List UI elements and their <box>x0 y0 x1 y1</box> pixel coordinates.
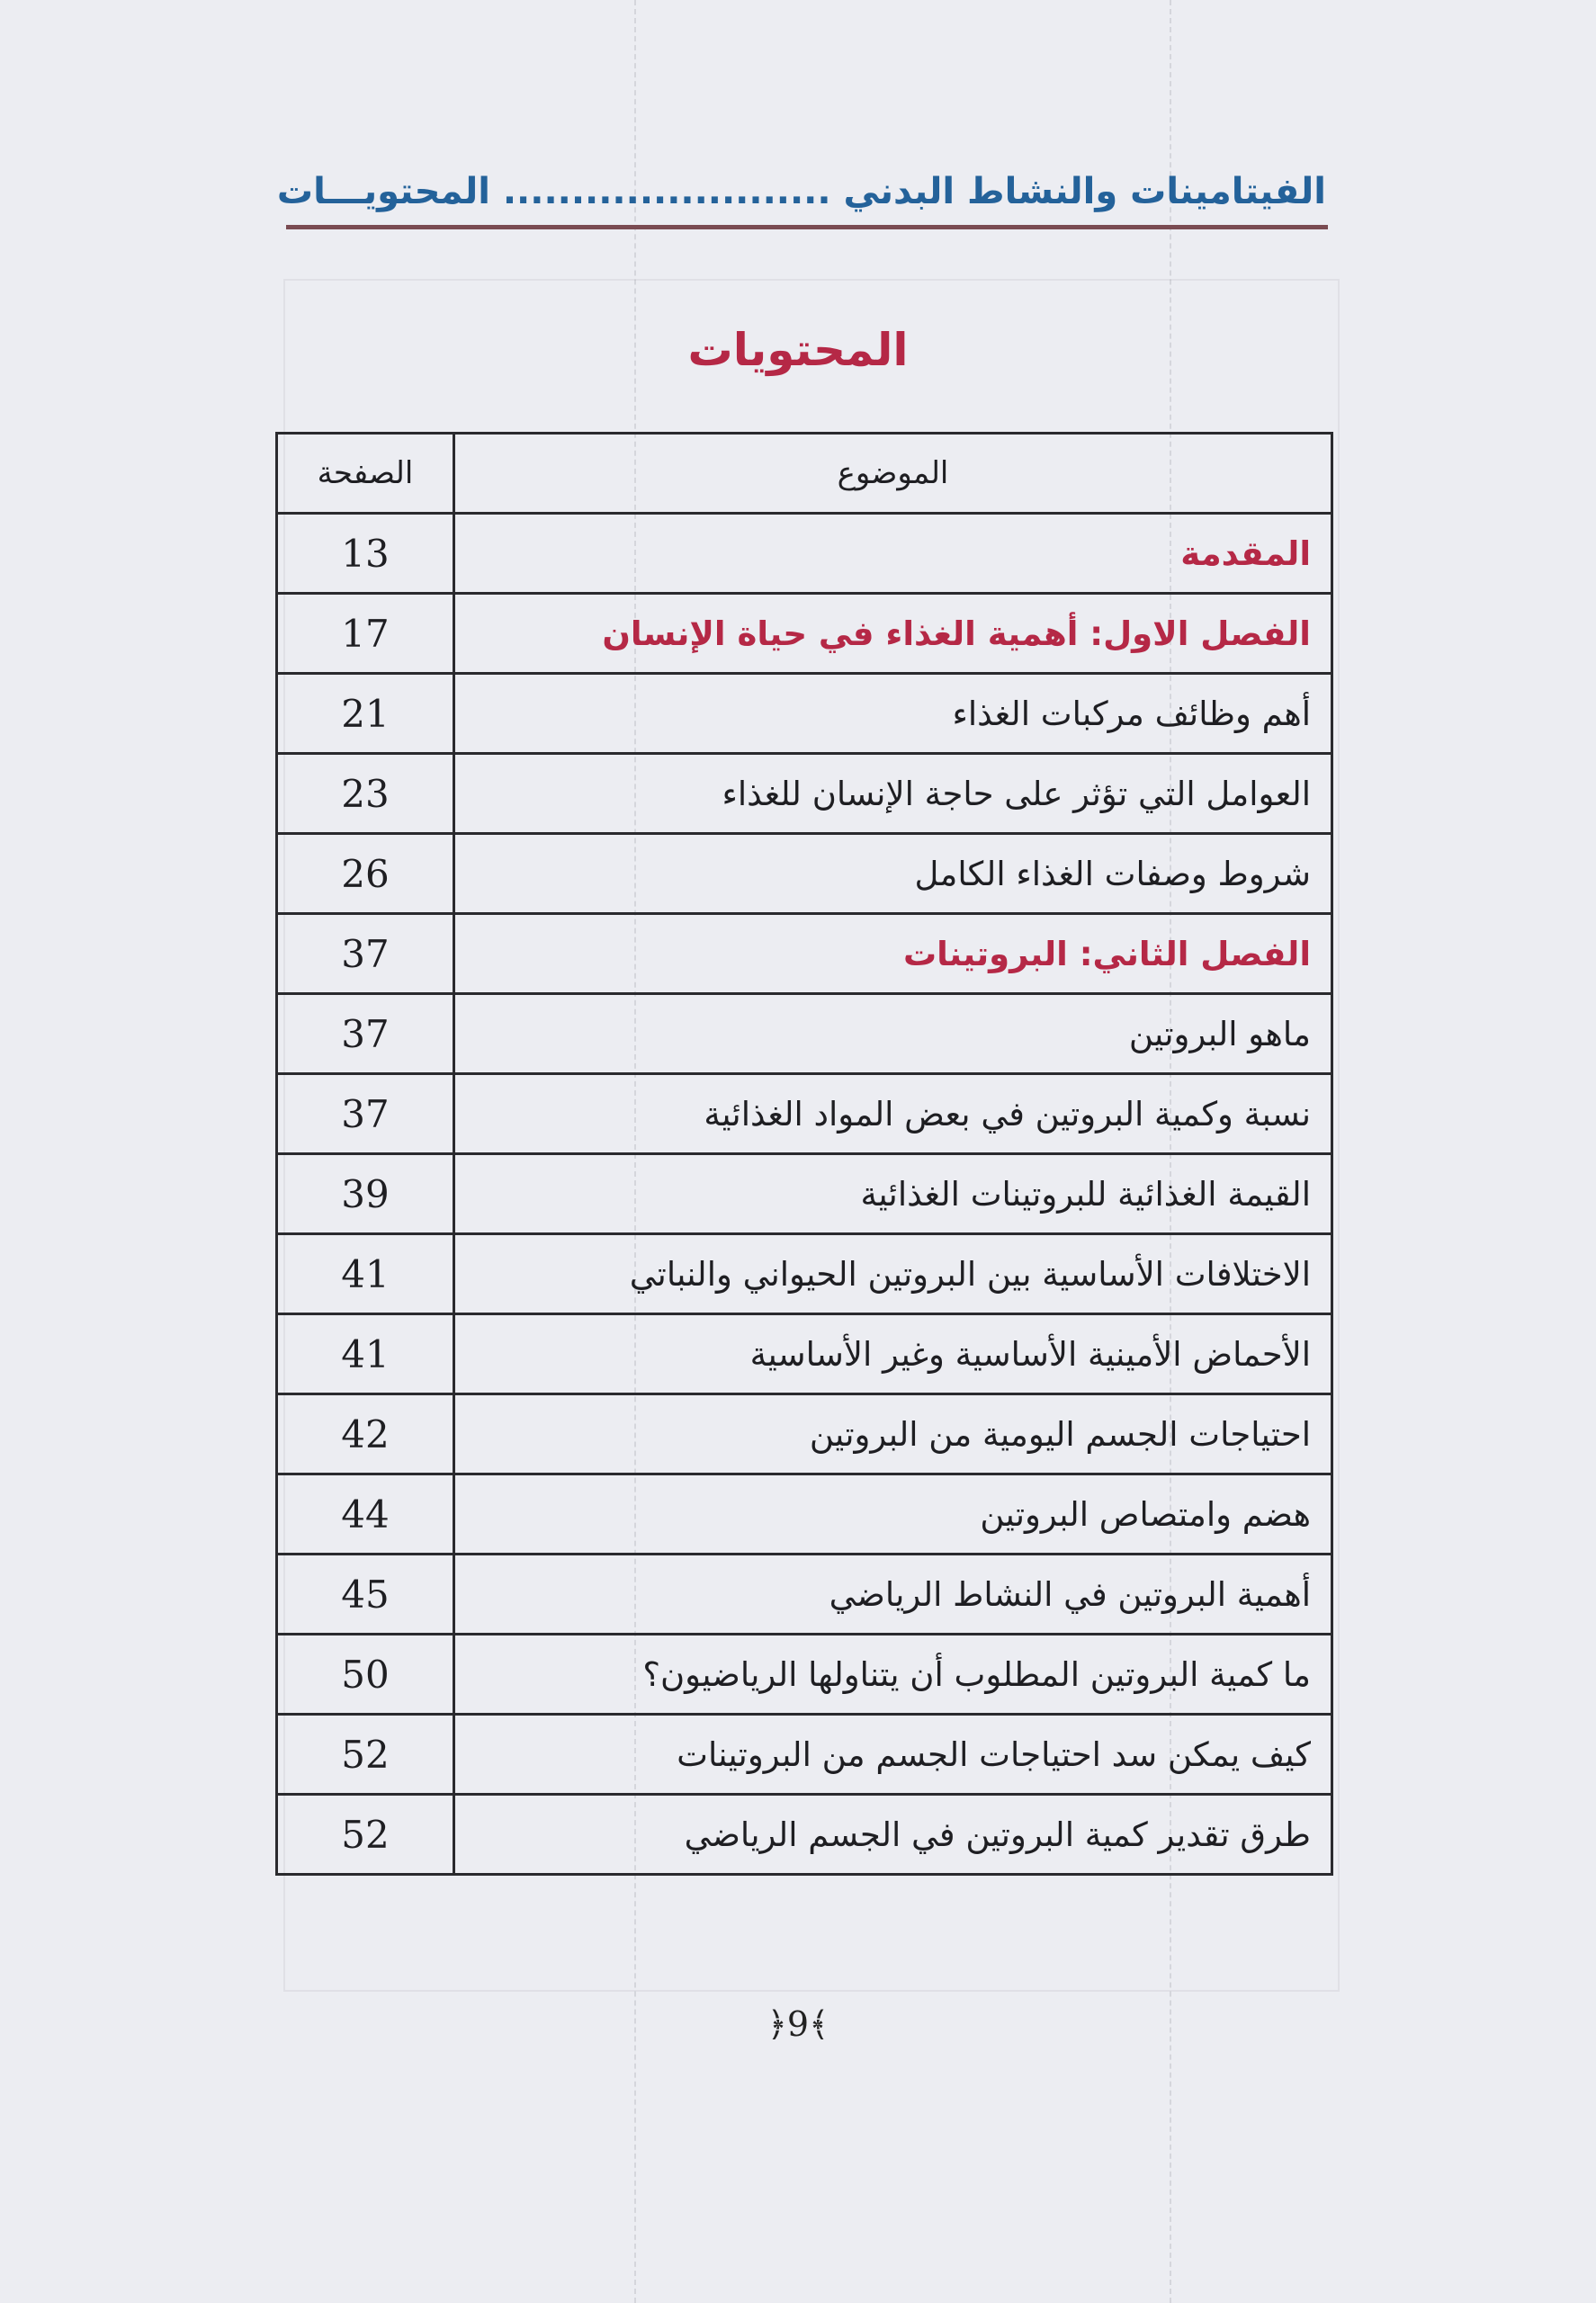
page-ref: 52 <box>277 1715 454 1795</box>
topic-entry: أهم وظائف مركبات الغذاء <box>454 674 1332 754</box>
topic-entry: الاختلافات الأساسية بين البروتين الحيواني والنباتي <box>454 1234 1332 1314</box>
table-row[interactable] <box>277 994 1332 1074</box>
page-ref: 37 <box>277 1074 454 1154</box>
page-ref: 13 <box>277 514 454 594</box>
chapter-heading: المقدمة <box>454 514 1332 594</box>
page-ref: 21 <box>277 674 454 754</box>
table-row[interactable] <box>277 834 1332 914</box>
column-header-topic: الموضوع <box>454 434 1332 514</box>
chapter-heading: الفصل الاول: أهمية الغذاء في حياة الإنسان <box>454 594 1332 674</box>
contents-table-body <box>277 514 1332 1875</box>
topic-entry: كيف يمكن سد احتياجات الجسم من البروتينات <box>454 1715 1332 1795</box>
page-ref: 23 <box>277 754 454 834</box>
page-ref: 50 <box>277 1635 454 1715</box>
topic-entry: الأحماض الأمينية الأساسية وغير الأساسية <box>454 1314 1332 1394</box>
page-number: ﴿9﴾ <box>767 2004 829 2044</box>
page-ref: 37 <box>277 994 454 1074</box>
page-ref: 26 <box>277 834 454 914</box>
page-ref: 52 <box>277 1795 454 1875</box>
page-title: المحتويات <box>687 324 909 376</box>
topic-entry: هضم وامتصاص البروتين <box>454 1474 1332 1555</box>
topic-entry: احتياجات الجسم اليومية من البروتين <box>454 1394 1332 1474</box>
page-ref: 37 <box>277 914 454 994</box>
contents-table <box>275 432 1333 1876</box>
table-row[interactable] <box>277 1474 1332 1555</box>
table-row[interactable] <box>277 1715 1332 1795</box>
table-row[interactable] <box>277 914 1332 994</box>
page-ref: 44 <box>277 1474 454 1555</box>
table-row[interactable] <box>277 514 1332 594</box>
topic-entry: ماهو البروتين <box>454 994 1332 1074</box>
table-row[interactable] <box>277 1635 1332 1715</box>
page-ref: 39 <box>277 1154 454 1234</box>
topic-entry: ما كمية البروتين المطلوب أن يتناولها الرياضيون؟ <box>454 1635 1332 1715</box>
topic-entry: طرق تقدير كمية البروتين في الجسم الرياضي <box>454 1795 1332 1875</box>
table-row[interactable] <box>277 1394 1332 1474</box>
table-row[interactable] <box>277 1154 1332 1234</box>
table-row[interactable] <box>277 594 1332 674</box>
header-rule <box>286 225 1328 229</box>
topic-entry: القيمة الغذائية للبروتينات الغذائية <box>454 1154 1332 1234</box>
topic-entry: نسبة وكمية البروتين في بعض المواد الغذائية <box>454 1074 1332 1154</box>
page-ref: 41 <box>277 1314 454 1394</box>
table-row[interactable] <box>277 1314 1332 1394</box>
topic-entry: العوامل التي تؤثر على حاجة الإنسان للغذاء <box>454 754 1332 834</box>
table-row[interactable] <box>277 1795 1332 1875</box>
page-ref: 41 <box>277 1234 454 1314</box>
running-head: الفيتامينات والنشاط البدني ........................ المحتويـــات <box>276 171 1326 212</box>
chapter-heading: الفصل الثاني: البروتينات <box>454 914 1332 994</box>
table-header-row <box>277 434 1332 514</box>
column-header-page: الصفحة <box>277 434 454 514</box>
table-row[interactable] <box>277 754 1332 834</box>
topic-entry: شروط وصفات الغذاء الكامل <box>454 834 1332 914</box>
page-ref: 42 <box>277 1394 454 1474</box>
table-row[interactable] <box>277 1555 1332 1635</box>
page-ref: 17 <box>277 594 454 674</box>
table-row[interactable] <box>277 674 1332 754</box>
topic-entry: أهمية البروتين في النشاط الرياضي <box>454 1555 1332 1635</box>
page-ref: 45 <box>277 1555 454 1635</box>
table-row[interactable] <box>277 1074 1332 1154</box>
table-row[interactable] <box>277 1234 1332 1314</box>
